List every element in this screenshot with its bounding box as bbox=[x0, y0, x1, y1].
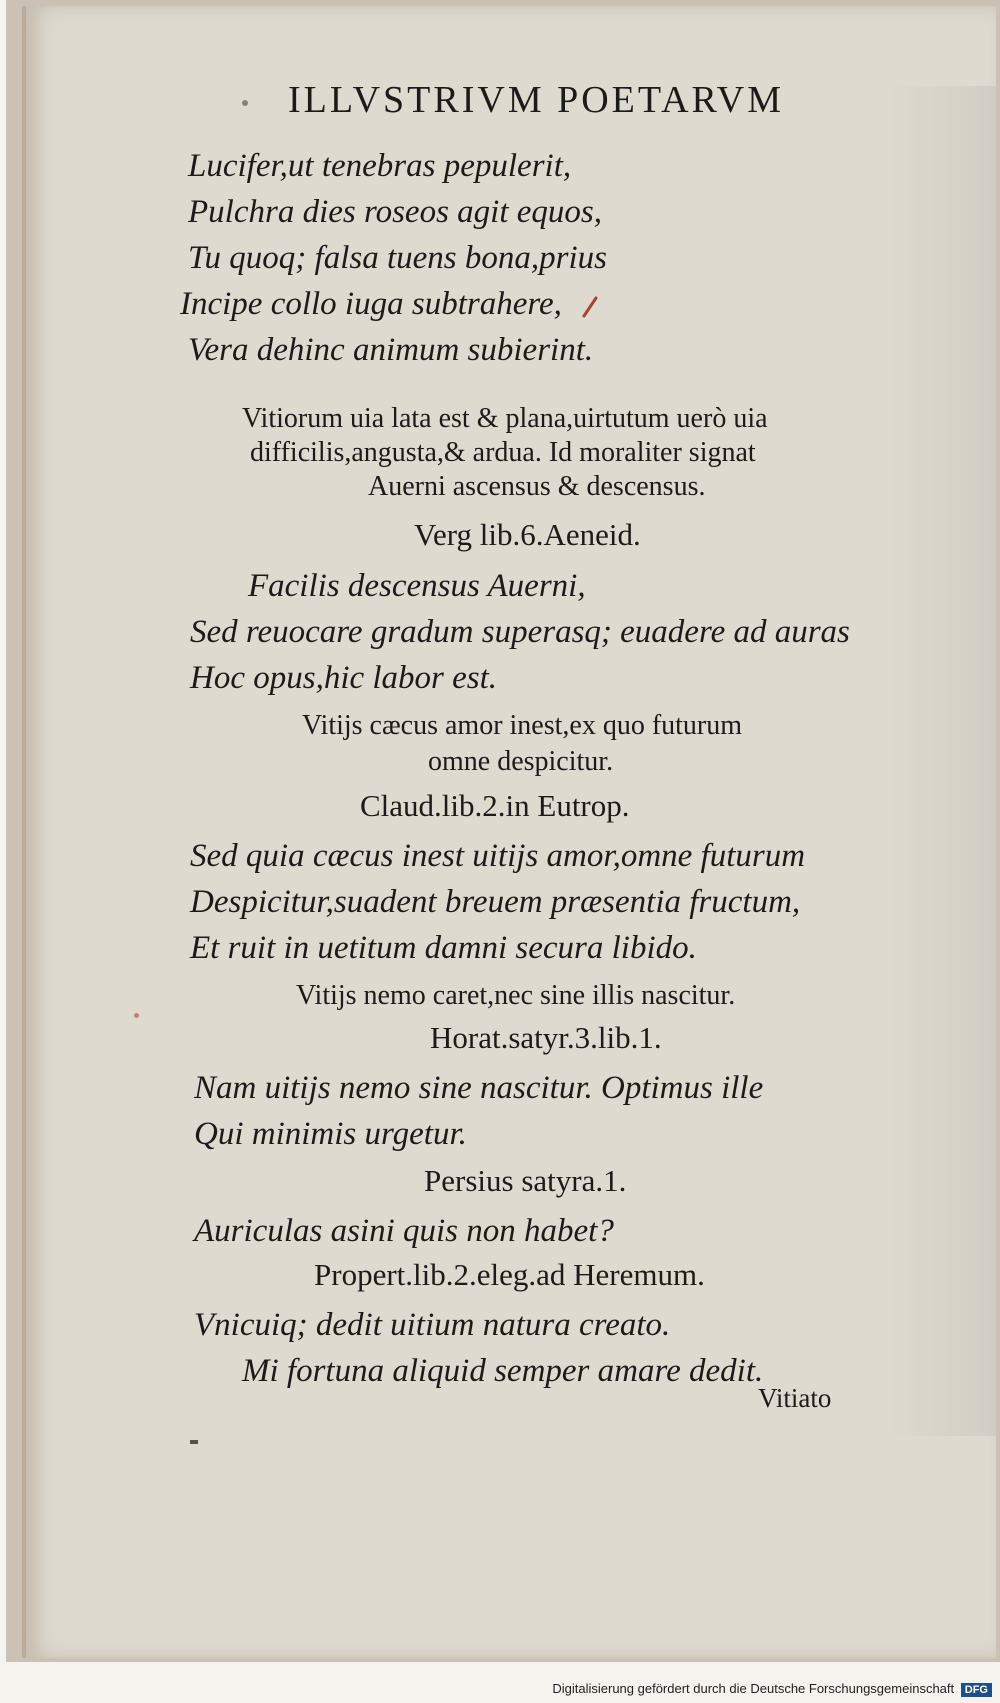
verse-line: Nam uitijs nemo sine nascitur. Optimus ille bbox=[194, 1070, 764, 1106]
page-speck bbox=[134, 1013, 139, 1018]
verse-line: Lucifer,ut tenebras pepulerit, bbox=[188, 148, 572, 184]
credit-text: Digitalisierung gefördert durch die Deutsche Forschungsgemeinschaft bbox=[552, 1681, 955, 1697]
prose-line: Auerni ascensus & descensus. bbox=[368, 471, 706, 502]
verse-line: Despicitur,suadent breuem præsentia fructum, bbox=[190, 884, 801, 920]
ink-mark bbox=[580, 296, 598, 318]
citation-line: Verg lib.6.Aeneid. bbox=[414, 517, 641, 552]
verse-line: Qui minimis urgetur. bbox=[194, 1116, 467, 1152]
prose-line: Vitiorum uia lata est & plana,uirtutum uerò uia bbox=[242, 403, 768, 434]
prose-line: Vitijs nemo caret,nec sine illis nascitur. bbox=[296, 980, 736, 1011]
verse-line: Auriculas asini quis non habet? bbox=[194, 1213, 614, 1249]
page-speck bbox=[242, 100, 248, 106]
verse-line: Sed quia cæcus inest uitijs amor,omne futurum bbox=[190, 838, 806, 874]
verse-line: Vnicuiq; dedit uitium natura creato. bbox=[194, 1307, 671, 1343]
catchword: Vitiato bbox=[758, 1383, 832, 1413]
verse-line: Vera dehinc animum subierint. bbox=[188, 332, 594, 368]
citation-line: Claud.lib.2.in Eutrop. bbox=[360, 788, 630, 823]
citation-line: Persius satyra.1. bbox=[424, 1163, 627, 1198]
verse-line: Hoc opus,hic labor est. bbox=[190, 660, 498, 696]
verse-line: Tu quoq; falsa tuens bona,prius bbox=[188, 240, 607, 276]
page-speck bbox=[190, 1440, 198, 1444]
verse-line: Incipe collo iuga subtrahere, bbox=[180, 286, 562, 322]
dfg-logo: DFG bbox=[961, 1683, 992, 1697]
verse-line: Mi fortuna aliquid semper amare dedit. bbox=[242, 1353, 764, 1389]
citation-line: Horat.satyr.3.lib.1. bbox=[430, 1020, 662, 1055]
bleed-through-shadow bbox=[886, 86, 996, 1436]
digitization-credit bbox=[552, 1681, 992, 1697]
prose-line: difficilis,angusta,& ardua. Id moraliter signat bbox=[250, 437, 756, 468]
verse-line: Facilis descensus Auerni, bbox=[248, 568, 586, 604]
verse-line: Pulchra dies roseos agit equos, bbox=[188, 194, 602, 230]
verse-line: Sed reuocare gradum superasq; euadere ad auras bbox=[190, 614, 850, 650]
citation-line: Propert.lib.2.eleg.ad Heremum. bbox=[314, 1257, 705, 1292]
running-header: ILLVSTRIVM POETARVM bbox=[288, 79, 785, 121]
verse-line: Et ruit in uetitum damni secura libido. bbox=[190, 930, 697, 966]
prose-line: omne despicitur. bbox=[428, 746, 614, 777]
prose-line: Vitijs cæcus amor inest,ex quo futurum bbox=[302, 710, 743, 741]
